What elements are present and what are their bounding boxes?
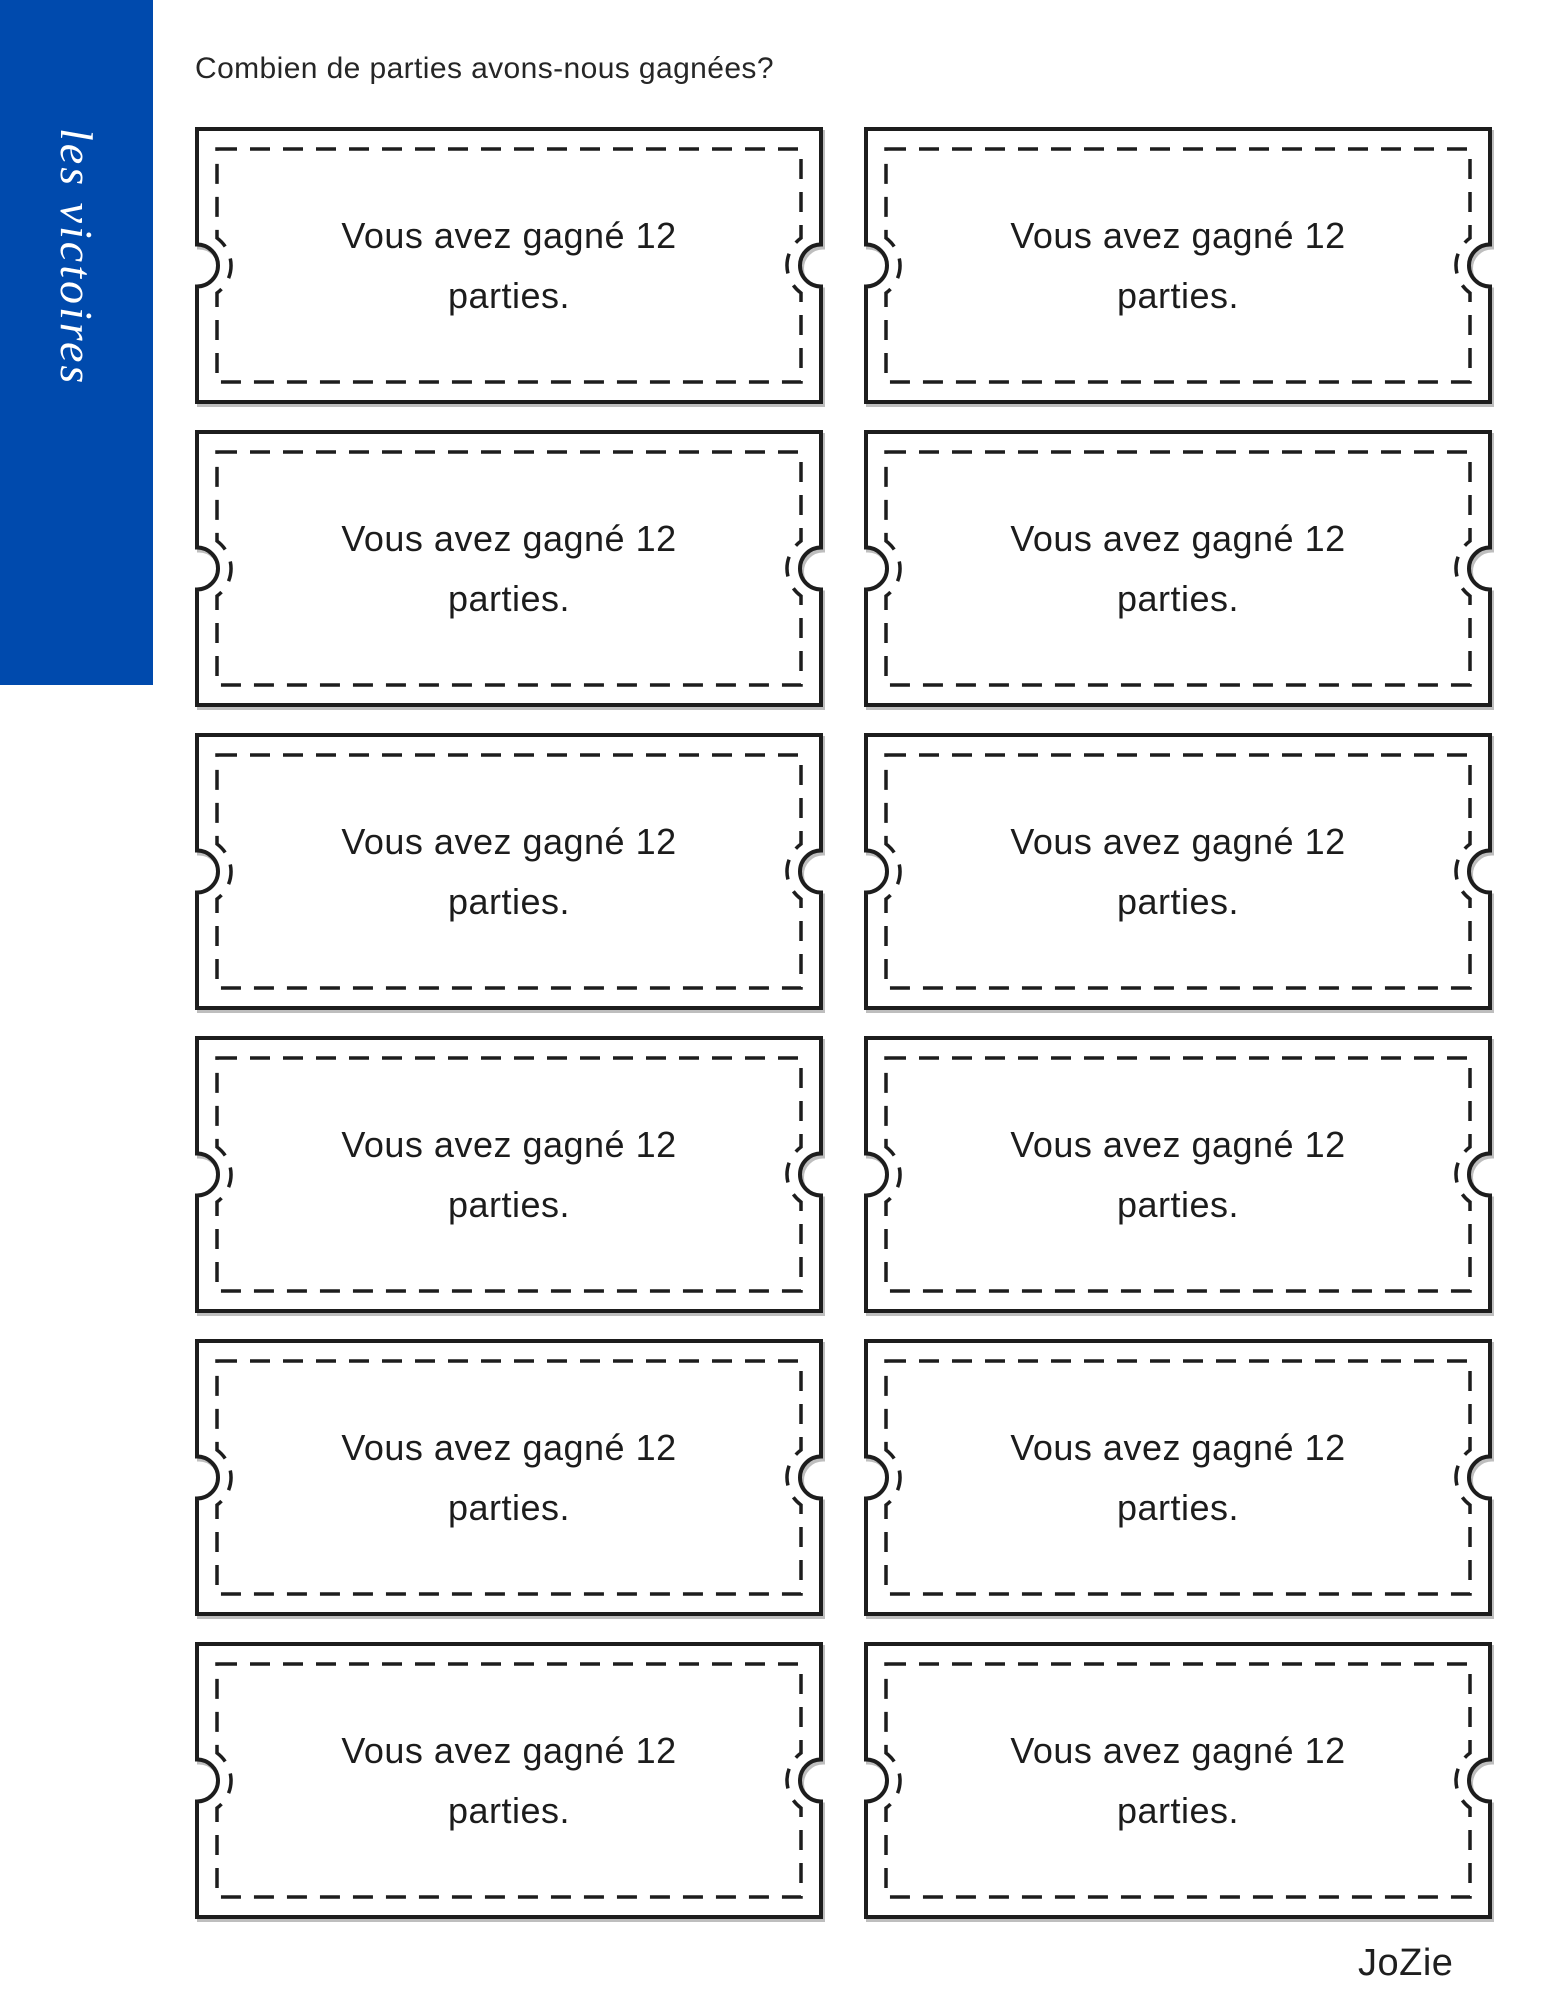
ticket-card	[864, 733, 1492, 1010]
sidebar-title: les victoires	[51, 128, 102, 387]
ticket-text-line1: Vous avez gagné 12	[1010, 1123, 1346, 1165]
ticket-text-line2: parties.	[1116, 880, 1240, 922]
ticket-card	[195, 1036, 823, 1313]
ticket-card	[864, 430, 1492, 707]
ticket-grid	[195, 127, 1492, 1919]
footer-credit: JoZie	[1358, 1942, 1454, 1984]
ticket-text-line2: parties.	[1116, 577, 1240, 619]
ticket-card	[195, 1339, 823, 1616]
ticket-card	[864, 1642, 1492, 1919]
ticket-text	[241, 1365, 777, 1590]
ticket-text	[910, 759, 1446, 984]
ticket-text-line1: Vous avez gagné 12	[1010, 1729, 1346, 1771]
ticket-card	[195, 733, 823, 1010]
ticket-text-line2: parties.	[447, 1789, 571, 1831]
ticket-text-line1: Vous avez gagné 12	[341, 820, 677, 862]
ticket-text-line2: parties.	[1116, 274, 1240, 316]
ticket-text	[241, 1668, 777, 1893]
ticket-card	[195, 127, 823, 404]
ticket-text-line2: parties.	[447, 1183, 571, 1225]
ticket-text	[910, 1668, 1446, 1893]
ticket-text-line1: Vous avez gagné 12	[341, 1729, 677, 1771]
ticket-text-line2: parties.	[447, 880, 571, 922]
ticket-text-line1: Vous avez gagné 12	[341, 214, 677, 256]
ticket-text-line1: Vous avez gagné 12	[1010, 214, 1346, 256]
ticket-card	[864, 1339, 1492, 1616]
ticket-text-line2: parties.	[447, 577, 571, 619]
ticket-card	[864, 127, 1492, 404]
ticket-text	[241, 1062, 777, 1287]
sidebar	[0, 0, 153, 685]
ticket-text-line2: parties.	[1116, 1789, 1240, 1831]
ticket-text	[910, 1062, 1446, 1287]
ticket-text-line1: Vous avez gagné 12	[1010, 820, 1346, 862]
ticket-text	[241, 456, 777, 681]
ticket-card	[195, 1642, 823, 1919]
ticket-text-line2: parties.	[1116, 1183, 1240, 1225]
ticket-text	[910, 1365, 1446, 1590]
ticket-card	[864, 1036, 1492, 1313]
ticket-text-line2: parties.	[1116, 1486, 1240, 1528]
ticket-text-line1: Vous avez gagné 12	[1010, 517, 1346, 559]
ticket-text-line2: parties.	[447, 274, 571, 316]
question-heading: Combien de parties avons-nous gagnées?	[195, 52, 774, 85]
ticket-text-line1: Vous avez gagné 12	[341, 517, 677, 559]
ticket-text	[910, 153, 1446, 378]
ticket-text-line1: Vous avez gagné 12	[1010, 1426, 1346, 1468]
ticket-text-line1: Vous avez gagné 12	[341, 1426, 677, 1468]
ticket-text	[241, 759, 777, 984]
ticket-card	[195, 430, 823, 707]
ticket-text-line1: Vous avez gagné 12	[341, 1123, 677, 1165]
ticket-text	[910, 456, 1446, 681]
ticket-text	[241, 153, 777, 378]
ticket-text-line2: parties.	[447, 1486, 571, 1528]
